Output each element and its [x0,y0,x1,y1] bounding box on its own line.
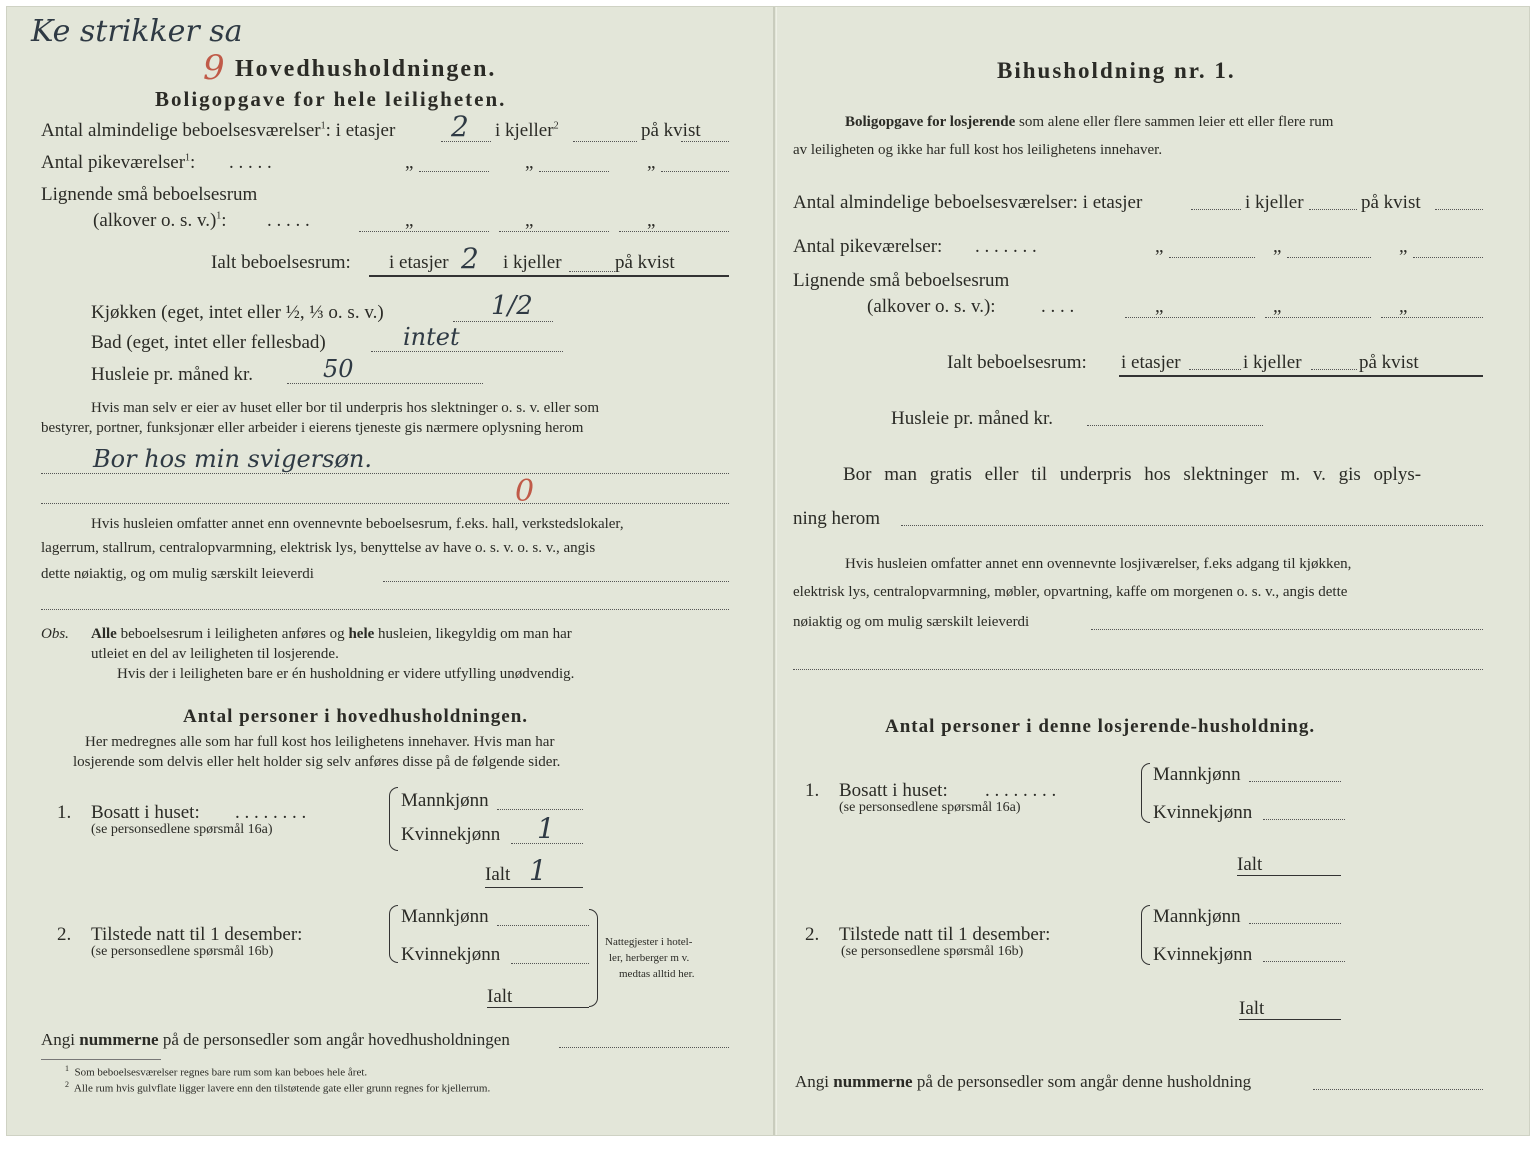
left-omfatter-line2: lagerrum, stallrum, centralopvarmning, elektrisk lys, benyttelse av have o. s. v. o. s. v., angis [41,540,596,556]
left-obs-label: Obs. [41,626,69,642]
left-eier-line2: bestyrer, portner, funksjonær eller arbeider i eierens tjeneste gis nærmere oplysning herom [41,420,584,436]
right-angi-text: Angi nummerne på de personsedler som angår denne husholdning [795,1072,1252,1091]
left-q1-sub: (se personsedlene spørsmål 16a) [91,822,273,837]
right-row2-label: Antal pikeværelser: [793,236,943,257]
left-row1-kjeller-field[interactable] [573,141,637,142]
left-row1-kjeller-label: i kjeller$^2$ [495,120,559,141]
left-ialt-underline [369,275,729,277]
handwritten-red-number: 9 [203,48,225,88]
right-q2-ialt-field[interactable] [1239,1019,1341,1020]
right-q2-mann-label: Mannkjønn [1153,906,1241,927]
left-bad-value: intet [403,323,460,351]
right-row1-etasjer-field[interactable] [1191,209,1241,210]
right-intro-line2: av leiligheten og ikke har full kost hos leilighetens innehaver. [793,142,1163,158]
left-q1-dots: . . . . . . . . [235,802,307,823]
left-omfatter-line3: dette nøiaktig, og om mulig særskilt leieverdi [41,566,314,582]
left-bad-field[interactable] [371,351,563,352]
left-persons-note1: Her medregnes alle som har full kost hos leilighetens innehaver. Hvis man har [85,734,555,750]
right-row3-kvist-field[interactable] [1381,317,1483,318]
right-gratis-line1: Bor man gratis eller til underpris hos slektninger m. v. gis oplys- [843,464,1422,485]
page-fold-highlight [776,7,777,1135]
right-row2-ditto-1: „ [1155,236,1164,257]
left-row3-ditto-2: „ [525,210,534,231]
right-q1-kvinne-label: Kvinnekjønn [1153,802,1253,823]
left-ialt-kvist-label: på kvist [615,252,675,273]
right-ialt-kjeller-label: i kjeller [1243,352,1302,373]
left-q1-ialt-label: Ialt [485,864,511,885]
left-footnote-1: $^1$ Som beboelsesværelser regnes bare rum som kan beboes hele året. [65,1064,368,1079]
right-row2-kvist-field[interactable] [1413,257,1483,258]
census-form-sheet [6,6,1530,1136]
left-row3-kvist-field[interactable] [619,231,729,232]
right-omfatter-field[interactable] [1091,629,1483,630]
right-row3a-label: Lignende små beboelsesrum [793,270,1010,291]
left-obs-line1: Alle beboelsesrum i leiligheten anføres og hele husleien, likegyldig om man har [91,626,572,642]
right-title: Bihusholdning nr. 1. [997,58,1236,83]
left-ialt-label: Ialt beboelsesrum: [211,252,351,273]
right-husleie-field[interactable] [1087,425,1263,426]
right-row3-ditto-2: „ [1273,296,1282,317]
left-row2-kjeller-field[interactable] [539,171,609,172]
right-row3-ditto-1: „ [1155,296,1164,317]
handwritten-top-note: Ke strikker sa [31,14,243,49]
right-ialt-label: Ialt beboelsesrum: [947,352,1087,373]
left-row2-etasjer-field[interactable] [419,171,489,172]
left-q1-mann-field[interactable] [497,809,583,810]
right-omfatter-line1: Hvis husleien omfatter annet enn ovennevnte losjiværelser, f.eks adgang til kjøkken, [845,556,1352,572]
right-q2-label: Tilstede natt til 1 desember: [839,924,1051,945]
right-omfatter-field-2[interactable] [793,669,1483,670]
right-q1-ialt-field[interactable] [1237,875,1341,876]
left-row3b-label: (alkover o. s. v.)$^1$: [93,210,227,231]
right-q1-mann-label: Mannkjønn [1153,764,1241,785]
right-omfatter-line3: nøiaktig og om mulig særskilt leieverdi [793,614,1030,630]
left-eier-value: Bor hos min svigersøn. [93,445,372,473]
right-q1-number: 1. [805,780,820,801]
handwritten-red-zero: 0 [515,474,535,509]
right-row1-label: Antal almindelige beboelsesværelser: i etasjer [793,192,1143,213]
left-q2-number: 2. [57,924,72,945]
right-row3-ditto-3: „ [1399,296,1408,317]
left-angi-text: Angi nummerne på de personsedler som angår hovedhusholdningen [41,1030,510,1049]
right-angi-field[interactable] [1313,1089,1483,1090]
page-fold [773,7,775,1135]
left-q2-mann-field[interactable] [497,925,589,926]
left-q2-mann-label: Mannkjønn [401,906,489,927]
left-row2-ditto-1: „ [405,152,414,173]
left-q1-ialt-value: 1 [529,854,547,887]
right-row3-dots: . . . . [1041,296,1075,317]
left-obs-line2: utleiet en del av leiligheten til losjerende. [91,646,339,662]
right-q1-dots: . . . . . . . . [985,780,1057,801]
right-row2-kjeller-field[interactable] [1287,257,1371,258]
left-row2-ditto-2: „ [525,152,534,173]
left-husleie-value: 50 [323,355,354,383]
left-q1-kvinne-label: Kvinnekjønn [401,824,501,845]
left-obs-line3: Hvis der i leiligheten bare er én husholdning er videre utfylling unødvendig. [117,666,575,682]
right-row3-kjeller-field[interactable] [1265,317,1371,318]
right-gratis-line2: ning herom [793,508,881,529]
right-row3-etasjer-field[interactable] [1125,317,1255,318]
left-eier-line1: Hvis man selv er eier av huset eller bor til underpris hos slektninger o. s. v. eller som [91,400,600,416]
left-row2-ditto-3: „ [647,152,656,173]
left-row1-label: Antal almindelige beboelsesværelser$^1$: i etasjer [41,120,396,141]
right-ialt-etasjer-label: i etasjer [1121,352,1181,373]
right-ialt-etasjer-field[interactable] [1189,369,1241,370]
left-q2-label: Tilstede natt til 1 desember: [91,924,303,945]
left-angi-field[interactable] [559,1047,729,1048]
right-q2-number: 2. [805,924,820,945]
left-row3-etasjer-field[interactable] [359,231,489,232]
right-row1-kvist-field[interactable] [1435,209,1483,210]
right-persons-heading: Antal personer i denne losjerende-husholdning. [885,716,1316,737]
left-q2-ialt-field[interactable] [487,1007,589,1008]
left-q1-kvinne-value: 1 [537,812,555,845]
left-row3-kjeller-field[interactable] [499,231,609,232]
left-q2-kvinne-label: Kvinnekjønn [401,944,501,965]
left-row2-label: Antal pikeværelser$^1$: [41,152,196,173]
right-row2-dots: . . . . . . . [975,236,1037,257]
left-row1-etasjer-value: 2 [451,110,469,143]
right-q2-sub: (se personsedlene spørsmål 16b) [841,944,1024,959]
left-q1-number: 1. [57,802,72,823]
right-gratis-field[interactable] [901,525,1483,526]
left-natt-note3: medtas alltid her. [619,968,695,980]
left-ialt-kjeller-label: i kjeller [503,252,562,273]
right-q2-kvinne-label: Kvinnekjønn [1153,944,1253,965]
left-subtitle: Boligopgave for hele leiligheten. [155,87,507,111]
left-husleie-label: Husleie pr. måned kr. [91,364,253,385]
right-row3b-label: (alkover o. s. v.): [867,296,996,317]
left-natt-note2: ler, herberger m v. [609,952,690,964]
right-husleie-label: Husleie pr. måned kr. [891,408,1053,429]
right-row1-kvist-label: på kvist [1361,192,1421,213]
left-ialt-kjeller-field[interactable] [569,271,615,272]
left-persons-note2: losjerende som delvis eller helt holder sig selv anføres disse på de følgende sider. [73,754,561,770]
left-q2-kvinne-field[interactable] [511,963,589,964]
left-persons-heading: Antal personer i hovedhusholdningen. [183,706,529,727]
right-q1-label: Bosatt i huset: [839,780,948,801]
left-bad-label: Bad (eget, intet eller fellesbad) [91,332,326,353]
right-intro-line1: Boligopgave for losjerende som alene eller flere sammen leier ett eller flere rum [845,114,1334,130]
left-row2-kvist-field[interactable] [661,171,729,172]
left-row3-ditto-1: „ [405,210,414,231]
left-husleie-field[interactable] [287,383,483,384]
left-q1-mann-label: Mannkjønn [401,790,489,811]
left-kjokken-label: Kjøkken (eget, intet eller ½, ⅓ o. s. v.) [91,302,384,323]
left-q2-right-brace [589,909,598,1007]
right-omfatter-line2: elektrisk lys, centralopvarmning, møbler, opvartning, kaffe om morgenen o. s. v., angis dette [793,584,1348,600]
right-q1-mann-field[interactable] [1249,781,1341,782]
right-row1-kjeller-field[interactable] [1309,209,1357,210]
right-q1-kvinne-field[interactable] [1263,819,1345,820]
left-ialt-etasjer-label: i etasjer [389,252,449,273]
left-ialt-etasjer-value: 2 [461,242,479,275]
left-footnote-rule [41,1059,161,1060]
left-q2-brace [389,905,398,963]
left-kjokken-value: 1/2 [491,291,533,321]
right-row2-ditto-2: „ [1273,236,1282,257]
left-natt-note1: Nattegjester i hotel- [605,936,693,948]
right-row2-ditto-3: „ [1399,236,1408,257]
right-q1-ialt-label: Ialt [1237,854,1263,875]
left-footnote-2: $^2$ Alle rum hvis gulvflate ligger lavere enn den tilstøtende gate eller grunn regnes for kjellerrum. [65,1080,491,1095]
right-row2-etasjer-field[interactable] [1169,257,1255,258]
left-q1-brace [389,787,398,851]
right-q1-brace [1141,763,1150,823]
left-row1-kvist-label: på kvist [641,120,701,141]
right-ialt-underline [1119,375,1483,377]
right-q1-sub: (se personsedlene spørsmål 16a) [839,800,1021,815]
left-title: Hovedhusholdningen. [235,56,497,82]
right-q2-brace [1141,905,1150,965]
right-ialt-kvist-label: på kvist [1359,352,1419,373]
left-row3-dots: . . . . . [267,210,310,231]
right-row1-kjeller-label: i kjeller [1245,192,1304,213]
left-eier-field[interactable] [41,473,729,474]
left-row1-kvist-field[interactable] [681,141,729,142]
right-ialt-kjeller-field[interactable] [1311,369,1357,370]
right-q2-ialt-label: Ialt [1239,998,1265,1019]
left-omfatter-field[interactable] [383,581,729,582]
left-row3-ditto-3: „ [647,210,656,231]
left-row3a-label: Lignende små beboelsesrum [41,184,258,205]
left-q1-label: Bosatt i huset: [91,802,200,823]
left-q2-sub: (se personsedlene spørsmål 16b) [91,944,274,959]
left-row2-dots: . . . . . [229,152,272,173]
right-q2-kvinne-field[interactable] [1263,961,1345,962]
left-q2-ialt-label: Ialt [487,986,513,1007]
right-q2-mann-field[interactable] [1249,923,1341,924]
left-q1-ialt-field[interactable] [485,887,583,888]
left-eier-field-2[interactable] [41,503,729,504]
left-kjokken-field[interactable] [453,321,553,322]
left-omfatter-field-2[interactable] [41,609,729,610]
left-omfatter-line1: Hvis husleien omfatter annet enn ovennevnte beboelsesrum, f.eks. hall, verkstedslokaler, [91,516,624,532]
